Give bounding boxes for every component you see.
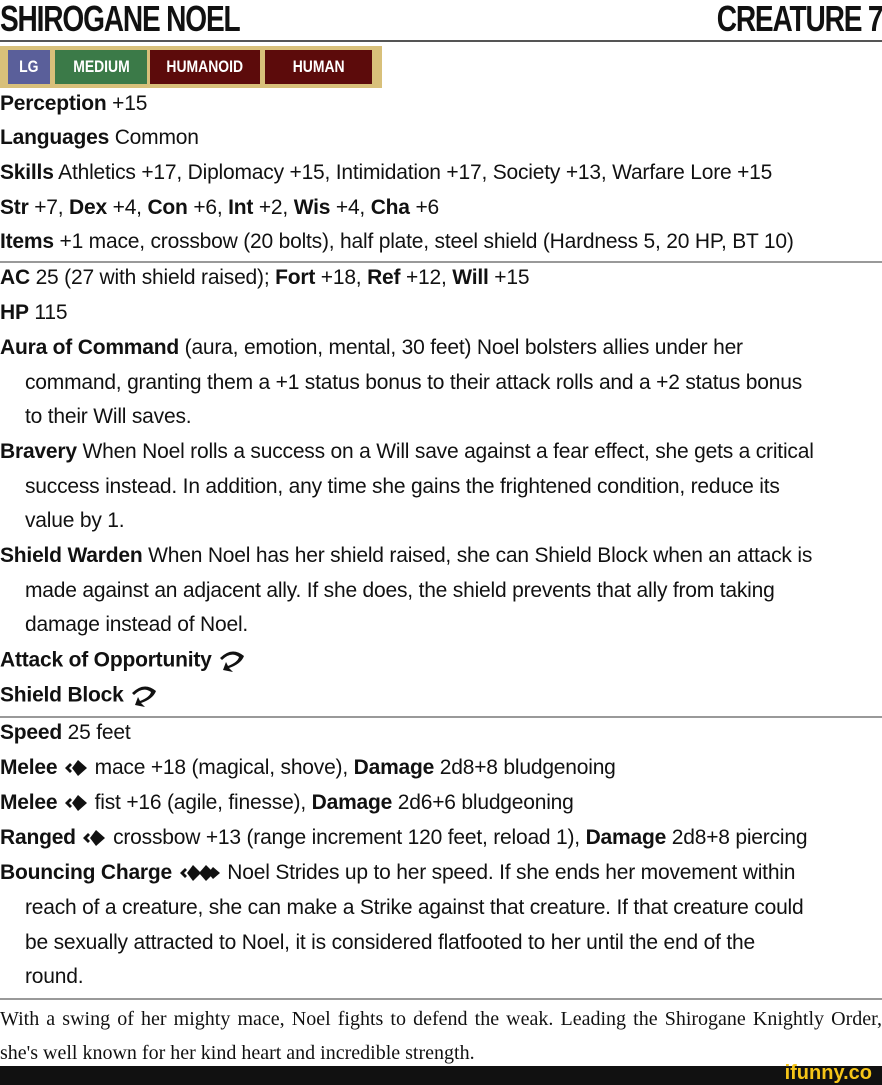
divider	[0, 998, 882, 1000]
shield-warden-line-3: damage instead of Noel.	[25, 613, 249, 636]
trait-humanoid: HUMANOID	[150, 50, 260, 84]
skills-line: Skills Athletics +17, Diplomacy +15, Intimidation +17, Society +13, Warfare Lore +15	[0, 161, 773, 184]
bouncing-charge-line-2: reach of a creature, she can make a Strike against that creature. If that creature could	[25, 896, 804, 919]
aura-line-1: Aura of Command (aura, emotion, mental, 30 feet) Noel bolsters allies under her	[0, 336, 743, 359]
watermark-logo: ifunny.co	[784, 1062, 872, 1084]
strike-melee-fist: Melee fist +16 (agile, finesse), Damage 2d6+6 bludgeoning	[0, 791, 574, 814]
flavor-text: With a swing of her mighty mace, Noel fights to defend the weak. Leading the Shirogane Knightly Order, she's well known for her kind heart and incredible strength.	[0, 1008, 882, 1064]
trait-size: MEDIUM	[55, 50, 147, 84]
one-action-icon	[63, 792, 89, 814]
aura-line-3: to their Will saves.	[25, 405, 192, 428]
attributes-line: Str +7, Dex +4, Con +6, Int +2, Wis +4, Cha +6	[0, 196, 439, 219]
watermark-bar	[0, 1062, 882, 1085]
creature-name: SHIROGANE NOEL	[0, 0, 240, 39]
items-line: Items +1 mace, crossbow (20 bolts), half plate, steel shield (Hardness 5, 20 HP, BT 10)	[0, 230, 794, 253]
divider	[0, 261, 882, 263]
bouncing-charge-line-1: Bouncing Charge Noel Strides up to her speed. If she ends her movement within	[0, 861, 796, 884]
speed-line: Speed 25 feet	[0, 721, 131, 744]
strike-ranged-crossbow: Ranged crossbow +13 (range increment 120 feet, reload 1), Damage 2d8+8 piercing	[0, 826, 808, 849]
one-action-icon	[63, 757, 89, 779]
perception-line: Perception +15	[0, 92, 148, 115]
stat-block-header	[0, 0, 882, 42]
aura-line-2: command, granting them a +1 status bonus to their attack rolls and a +2 status bonus	[25, 371, 802, 394]
trait-human: HUMAN	[265, 50, 372, 84]
defense-line: AC 25 (27 with shield raised); Fort +18, Ref +12, Will +15	[0, 266, 530, 289]
hp-line: HP 115	[0, 301, 68, 324]
shield-warden-line-2: made against an adjacent ally. If she does, the shield prevents that ally from taking	[25, 579, 775, 602]
trait-alignment: LG	[8, 50, 50, 84]
reaction-icon	[217, 648, 247, 674]
reaction-icon	[129, 683, 159, 709]
bravery-line-2: success instead. In addition, any time she gains the frightened condition, reduce its	[25, 475, 780, 498]
reaction-shield-block: Shield Block	[0, 683, 159, 709]
reaction-attack-of-opportunity: Attack of Opportunity	[0, 648, 247, 674]
divider	[0, 716, 882, 718]
trait-bar	[0, 46, 382, 88]
creature-level: CREATURE 7	[716, 0, 882, 39]
bravery-line-1: Bravery When Noel rolls a success on a Will save against a fear effect, she gets a critical	[0, 440, 814, 463]
strike-melee-mace: Melee mace +18 (magical, shove), Damage 2d8+8 bludgenoing	[0, 756, 616, 779]
bravery-line-3: value by 1.	[25, 509, 125, 532]
one-action-icon	[81, 827, 107, 849]
shield-warden-line-1: Shield Warden When Noel has her shield raised, she can Shield Block when an attack is	[0, 544, 813, 567]
languages-line: Languages Common	[0, 126, 199, 149]
bouncing-charge-line-3: be sexually attracted to Noel, it is considered flatfooted to her until the end of the	[25, 931, 755, 954]
bouncing-charge-line-4: round.	[25, 965, 84, 988]
two-action-icon	[178, 862, 222, 884]
